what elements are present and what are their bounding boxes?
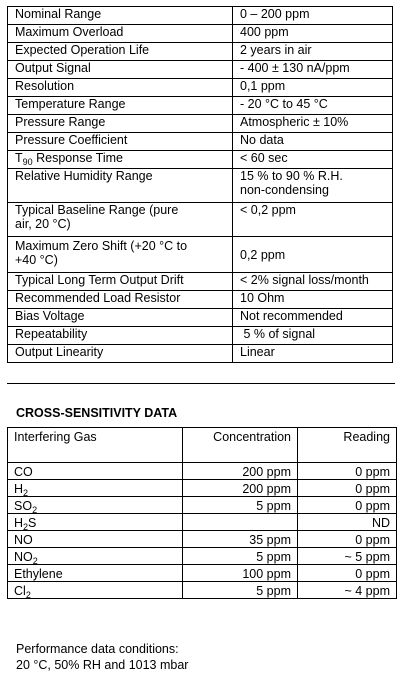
performance-conditions	[16, 641, 188, 673]
spec-param-rest: Response Time	[32, 151, 123, 165]
spec-value: 0,2 ppm	[233, 237, 393, 273]
table-row	[8, 514, 397, 531]
spec-param	[8, 151, 233, 169]
spec-param: Nominal Range	[8, 7, 233, 25]
spec-row	[8, 203, 393, 237]
spec-param	[8, 237, 233, 273]
gas-subscript: 2	[23, 488, 29, 498]
spec-row	[8, 151, 393, 169]
table-row	[8, 497, 397, 514]
gas-reading: ~ 5 ppm	[298, 548, 397, 565]
table-row	[8, 531, 397, 548]
spec-param: Pressure Range	[8, 115, 233, 133]
spec-value: 2 years in air	[233, 43, 393, 61]
spec-row	[8, 345, 393, 363]
gas-subscript: 2	[32, 556, 38, 566]
spec-value: Linear	[233, 345, 393, 363]
spec-param-line: Maximum Zero Shift (+20 °C to	[15, 239, 188, 253]
gas-name	[8, 582, 183, 599]
gas-reading: 0 ppm	[298, 497, 397, 514]
spec-row	[8, 79, 393, 97]
spec-param: Typical Long Term Output Drift	[8, 273, 233, 291]
gas-reading: 0 ppm	[298, 565, 397, 582]
spec-value: - 400 ± 130 nA/ppm	[233, 61, 393, 79]
cross-sensitivity-table	[7, 427, 397, 599]
gas-formula-rest: S	[28, 516, 37, 530]
gas-concentration: 100 ppm	[183, 565, 298, 582]
spec-value	[233, 169, 393, 203]
spec-param: Output Signal	[8, 61, 233, 79]
spec-row	[8, 115, 393, 133]
spec-value: No data	[233, 133, 393, 151]
spec-value-line: 15 % to 90 % R.H.	[240, 169, 343, 183]
gas-concentration: 5 ppm	[183, 497, 298, 514]
spec-param: Output Linearity	[8, 345, 233, 363]
gas-formula: SO	[14, 499, 33, 513]
table-row	[8, 582, 397, 599]
cross-sensitivity-title: CROSS-SENSITIVITY DATA	[16, 406, 178, 420]
spec-row	[8, 327, 393, 345]
spec-row	[8, 7, 393, 25]
spec-param-subscript: 90	[22, 157, 33, 167]
gas-concentration: 5 ppm	[183, 582, 298, 599]
spec-param: Maximum Overload	[8, 25, 233, 43]
gas-reading: 0 ppm	[298, 463, 397, 480]
gas-name: NO	[8, 531, 183, 548]
gas-reading: ~ 4 ppm	[298, 582, 397, 599]
spec-row	[8, 291, 393, 309]
header-interfering-gas: Interfering Gas	[8, 428, 183, 463]
gas-reading: 0 ppm	[298, 480, 397, 497]
spec-value: 10 Ohm	[233, 291, 393, 309]
header-reading: Reading	[298, 428, 397, 463]
spec-param: Resolution	[8, 79, 233, 97]
spec-param: Repeatability	[8, 327, 233, 345]
gas-name	[8, 497, 183, 514]
spec-param-line: Typical Baseline Range (pure	[15, 203, 179, 217]
spec-value: 5 % of signal	[233, 327, 393, 345]
table-row	[8, 548, 397, 565]
performance-conditions-heading: Performance data conditions:	[16, 642, 179, 656]
spec-param-line: +40 °C)	[15, 253, 58, 267]
gas-concentration: 200 ppm	[183, 463, 298, 480]
spec-value: < 0,2 ppm	[233, 203, 393, 237]
gas-formula: H	[14, 482, 24, 496]
spec-row	[8, 43, 393, 61]
gas-formula: Cl	[14, 584, 26, 598]
spec-param: Relative Humidity Range	[8, 169, 233, 203]
spec-value: - 20 °C to 45 °C	[233, 97, 393, 115]
spec-value-line: non-condensing	[240, 183, 329, 197]
spec-value: < 2% signal loss/month	[233, 273, 393, 291]
gas-concentration: 35 ppm	[183, 531, 298, 548]
spec-value: 0,1 ppm	[233, 79, 393, 97]
table-row	[8, 565, 397, 582]
gas-subscript: 2	[23, 522, 29, 532]
spec-param: Temperature Range	[8, 97, 233, 115]
gas-name: CO	[8, 463, 183, 480]
spec-value: 400 ppm	[233, 25, 393, 43]
spec-row	[8, 169, 393, 203]
spec-row	[8, 61, 393, 79]
gas-formula: H	[14, 516, 24, 530]
table-row	[8, 480, 397, 497]
gas-reading: 0 ppm	[298, 531, 397, 548]
spec-value: < 60 sec	[233, 151, 393, 169]
spec-value: Atmospheric ± 10%	[233, 115, 393, 133]
spec-row	[8, 237, 393, 273]
gas-subscript: 2	[32, 505, 38, 515]
performance-conditions-values: 20 °C, 50% RH and 1013 mbar	[16, 658, 189, 672]
gas-formula: NO	[14, 550, 33, 564]
spec-row	[8, 309, 393, 327]
spec-param: Expected Operation Life	[8, 43, 233, 61]
table-header-row	[8, 428, 397, 463]
gas-name	[8, 514, 183, 531]
specifications-table	[7, 6, 393, 363]
gas-concentration: 200 ppm	[183, 480, 298, 497]
gas-reading: ND	[298, 514, 397, 531]
gas-name	[8, 548, 183, 565]
spec-param: Pressure Coefficient	[8, 133, 233, 151]
gas-name	[8, 480, 183, 497]
spec-value: Not recommended	[233, 309, 393, 327]
section-divider	[7, 383, 395, 384]
spec-row	[8, 97, 393, 115]
header-concentration: Concentration	[183, 428, 298, 463]
spec-param: Bias Voltage	[8, 309, 233, 327]
gas-subscript: 2	[25, 590, 31, 600]
gas-concentration	[183, 514, 298, 531]
gas-concentration: 5 ppm	[183, 548, 298, 565]
spec-row	[8, 133, 393, 151]
spec-row	[8, 25, 393, 43]
spec-value: 0 – 200 ppm	[233, 7, 393, 25]
spec-param-line: air, 20 °C)	[15, 217, 71, 231]
spec-param-prefix: T	[15, 151, 23, 165]
gas-name: Ethylene	[8, 565, 183, 582]
spec-param	[8, 203, 233, 237]
spec-param: Recommended Load Resistor	[8, 291, 233, 309]
spec-row	[8, 273, 393, 291]
table-row	[8, 463, 397, 480]
